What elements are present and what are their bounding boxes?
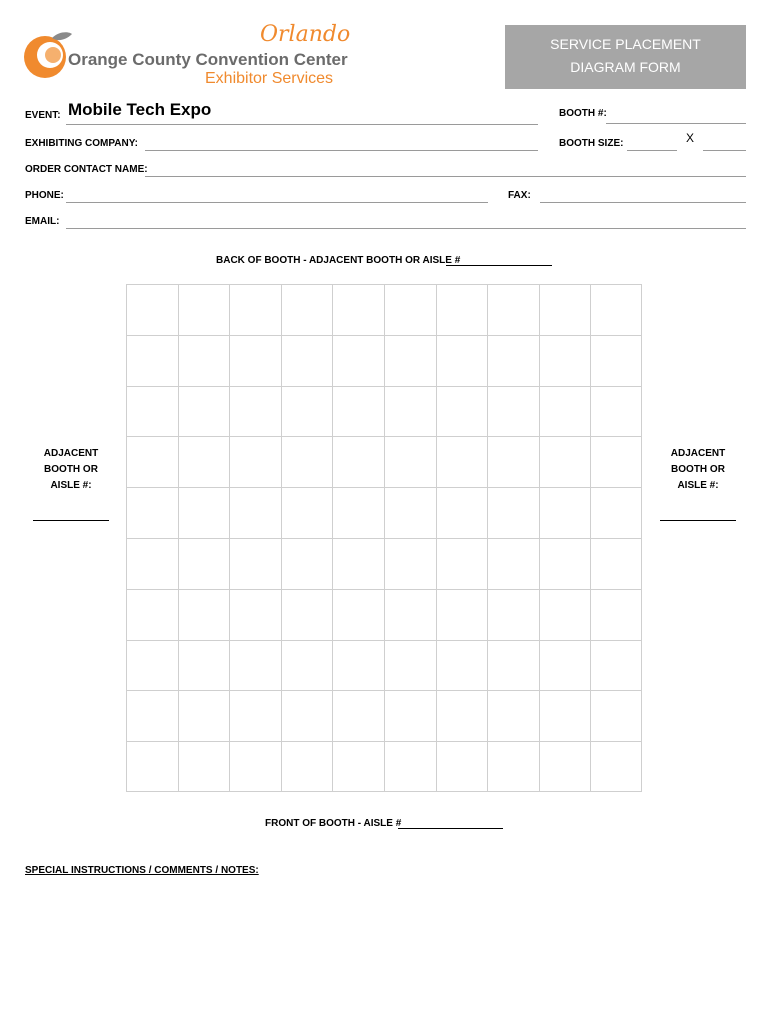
event-field-line[interactable] [66,124,538,125]
event-value: Mobile Tech Expo [68,100,212,119]
email-field-line[interactable] [66,228,746,229]
grid-row-line [126,741,642,742]
booth-number-field-line[interactable] [606,123,746,124]
grid-row-line [126,335,642,336]
orange-swirl-icon [22,30,72,80]
grid-row-line [126,640,642,641]
back-of-booth-label: BACK OF BOOTH - ADJACENT BOOTH OR AISLE # [216,255,461,266]
front-of-booth-field-line[interactable] [398,828,503,829]
order-contact-field-line[interactable] [145,176,746,177]
booth-size-separator: X [686,131,695,145]
left-adjacent-line-3: AISLE #: [50,480,92,491]
fax-label: FAX: [508,190,531,201]
right-adjacent-line-3: AISLE #: [677,480,719,491]
left-adjacent-label [26,446,116,494]
left-adjacent-line-2: BOOTH OR [44,464,98,475]
right-adjacent-line-2: BOOTH OR [671,464,725,475]
left-adjacent-field-line[interactable] [33,520,109,521]
order-contact-label: ORDER CONTACT NAME: [25,164,148,175]
booth-size-label: BOOTH SIZE: [559,138,624,149]
grid-row-line [126,589,642,590]
form-title-line-1: SERVICE PLACEMENT [550,36,701,52]
fax-field-line[interactable] [540,202,746,203]
booth-size-depth-line[interactable] [703,150,746,151]
logo-subtitle: Exhibitor Services [205,70,334,87]
special-instructions-area[interactable] [25,885,746,1005]
back-of-booth-field-line[interactable] [446,265,552,266]
logo-name: Orange County Convention Center [68,50,348,69]
left-adjacent-line-1: ADJACENT [43,448,99,459]
occc-logo [22,22,357,88]
grid-row-line [126,791,642,792]
right-adjacent-line-1: ADJACENT [670,448,726,459]
email-label: EMAIL: [25,216,60,227]
exhibiting-company-label: EXHIBITING COMPANY: [25,138,138,149]
grid-row-line [126,690,642,691]
special-instructions-label: SPECIAL INSTRUCTIONS / COMMENTS / NOTES: [25,865,259,876]
logo-city: Orlando [260,22,351,47]
booth-number-label: BOOTH #: [559,108,607,119]
form-title-line-2: DIAGRAM FORM [570,59,681,75]
grid-row-line [126,386,642,387]
grid-row-line [126,538,642,539]
booth-diagram-grid[interactable] [126,284,642,792]
right-adjacent-label [653,446,743,494]
leaf-icon [52,32,72,40]
grid-row-line [126,487,642,488]
exhibiting-company-field-line[interactable] [145,150,538,151]
phone-field-line[interactable] [66,202,488,203]
booth-size-width-line[interactable] [627,150,677,151]
phone-label: PHONE: [25,190,64,201]
form-title-box [505,25,746,89]
grid-row-line [126,436,642,437]
event-label: EVENT: [25,110,61,121]
right-adjacent-field-line[interactable] [660,520,736,521]
front-of-booth-label: FRONT OF BOOTH - AISLE # [265,818,402,829]
grid-row-line [126,284,642,285]
